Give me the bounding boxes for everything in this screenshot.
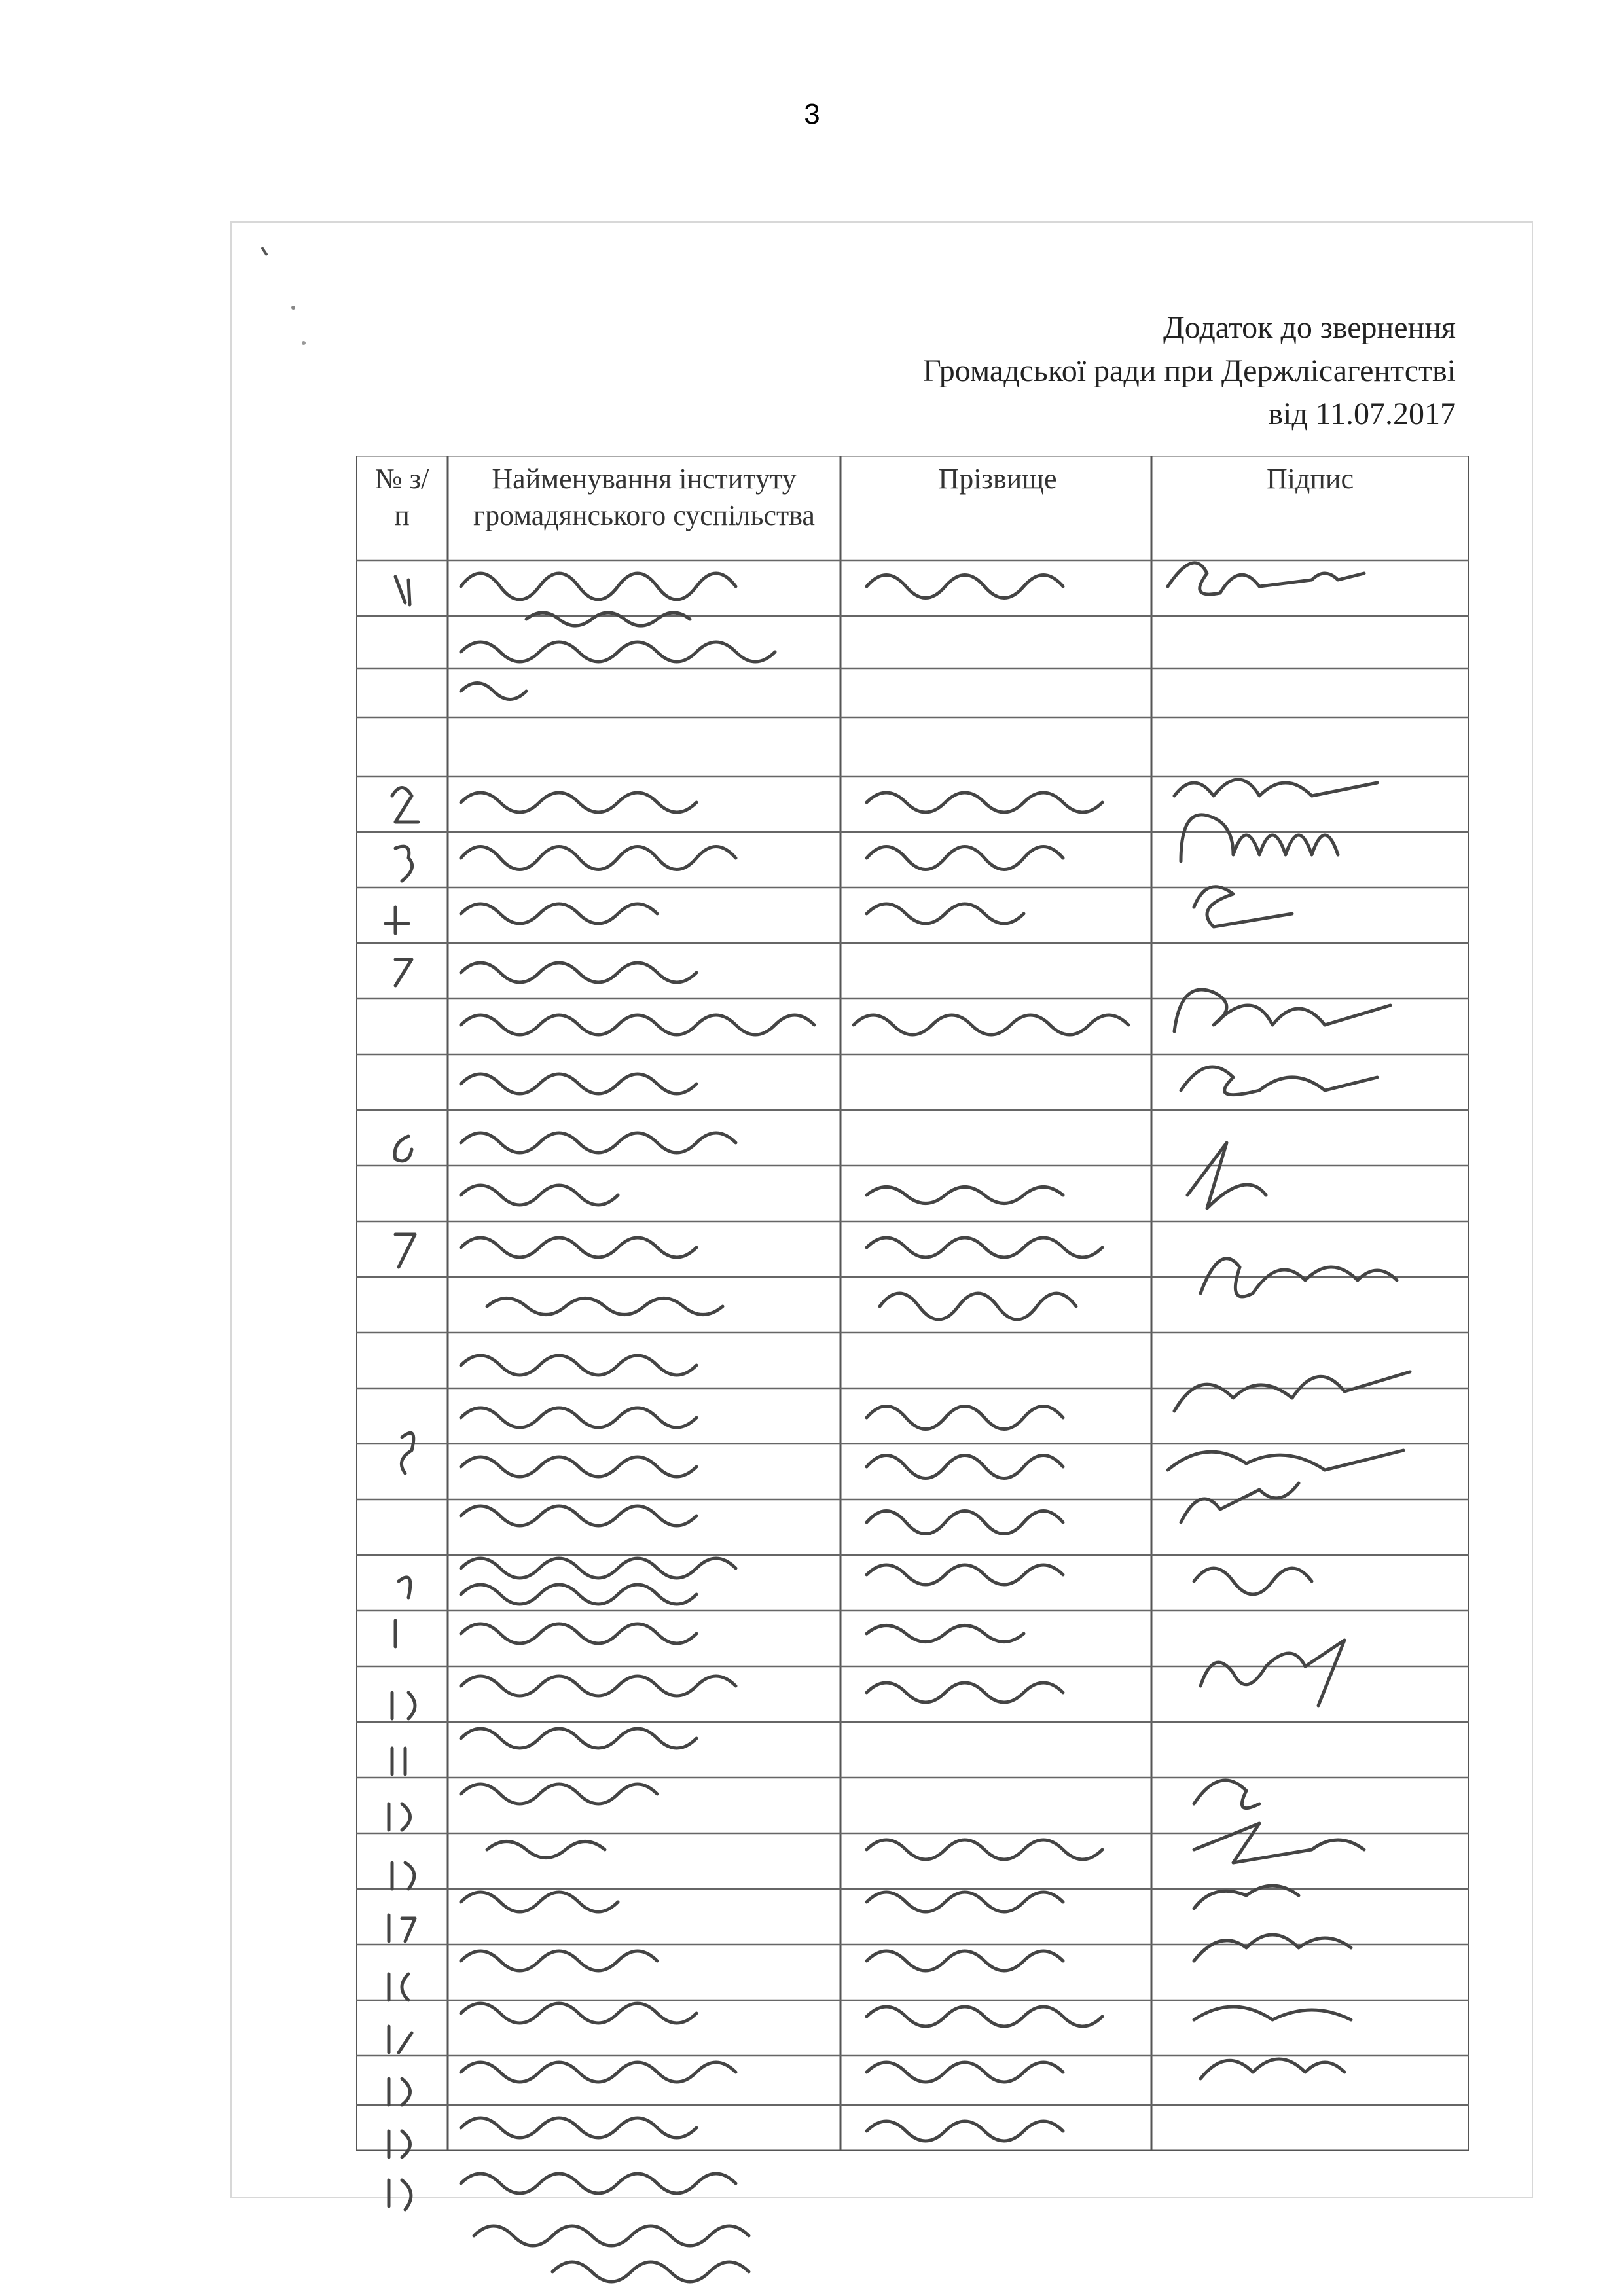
addendum-line-1: Додаток до звернення bbox=[1163, 310, 1456, 345]
row-number-marks bbox=[386, 577, 418, 2210]
surname-scribbles bbox=[854, 575, 1128, 2142]
addendum-heading bbox=[923, 306, 1456, 436]
scanned-document bbox=[230, 221, 1533, 2198]
page-number: 3 bbox=[804, 98, 820, 130]
header-signature: Підпис bbox=[1266, 463, 1354, 495]
scan-specks bbox=[230, 221, 427, 352]
signature-scribbles bbox=[1168, 563, 1410, 2079]
signatures-table bbox=[356, 456, 1469, 2151]
header-surname: Прізвище bbox=[938, 463, 1057, 495]
header-number: № з/п bbox=[374, 463, 429, 531]
addendum-line-3: від 11.07.2017 bbox=[1268, 397, 1456, 431]
header-institution: Найменування інституту громадянського суспільства bbox=[473, 463, 815, 531]
handwritten-entries bbox=[356, 456, 1469, 2288]
addendum-line-2: Громадської ради при Держлісагентстві bbox=[923, 353, 1456, 388]
institution-scribbles bbox=[461, 573, 814, 2282]
